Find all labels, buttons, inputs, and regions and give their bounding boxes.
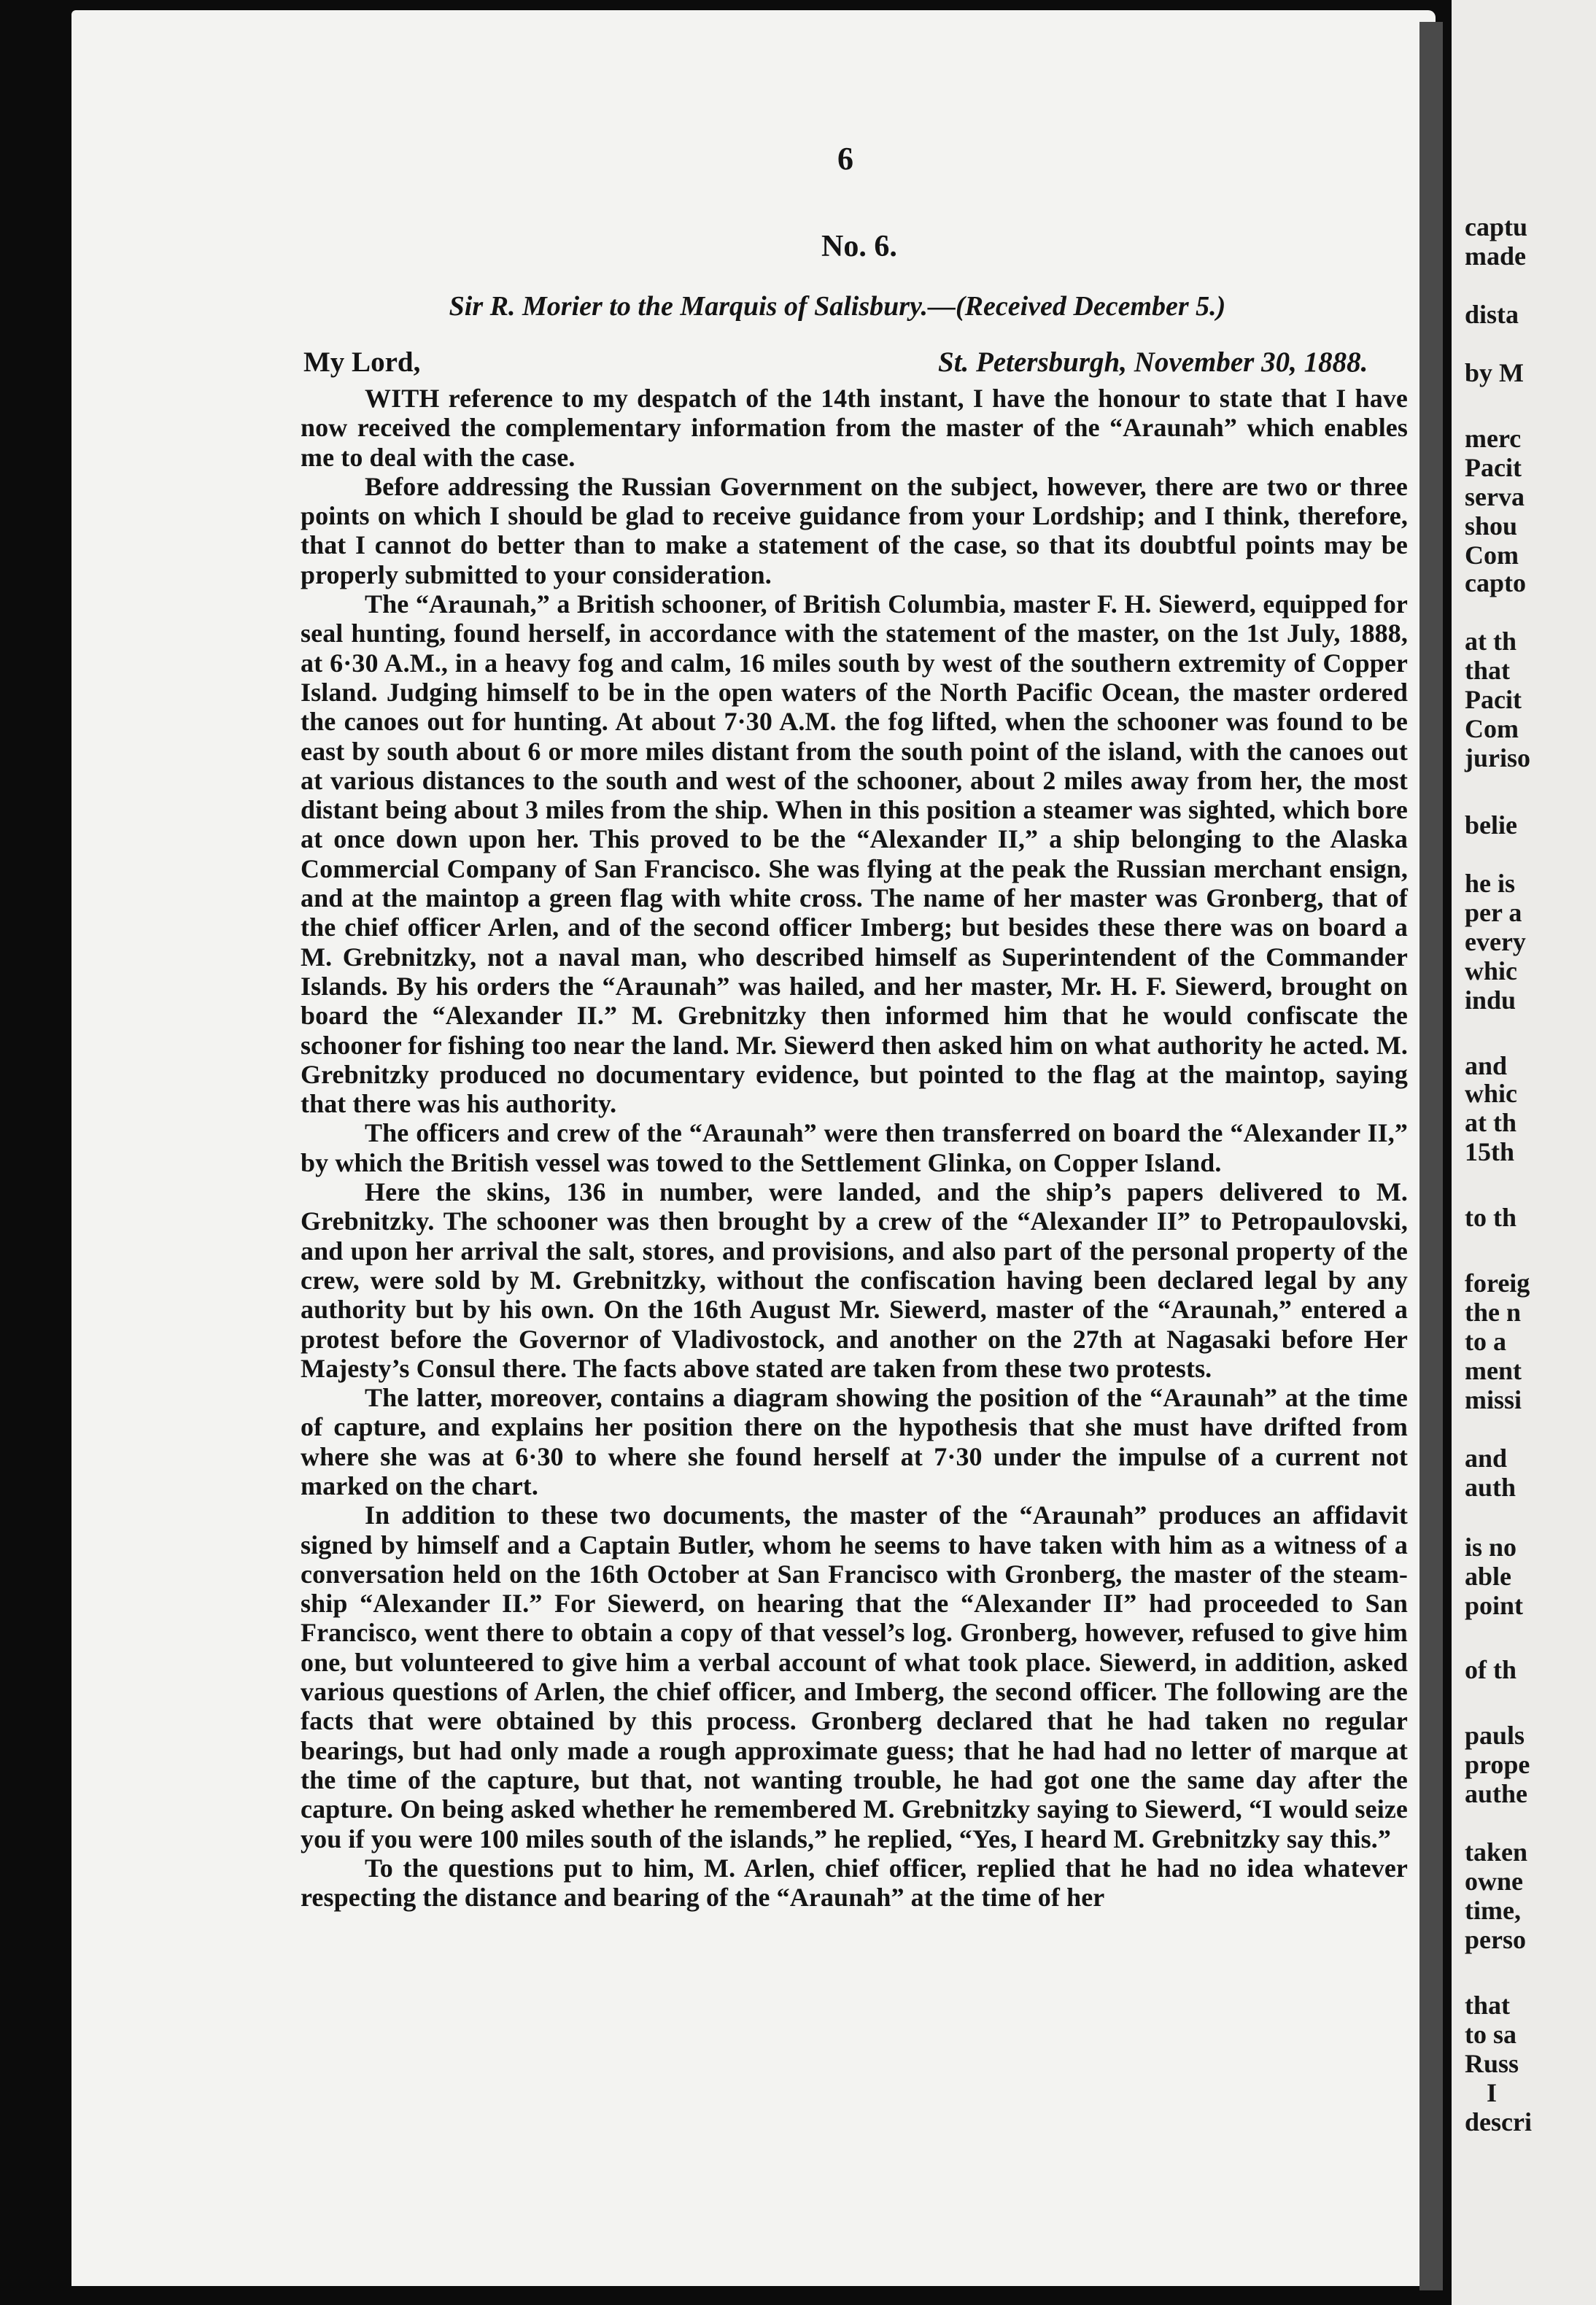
facing-line-fragment: merc (1465, 424, 1522, 453)
paragraph: Before addressing the Russian Government on the subject, however, there are two or three points on which I should be glad to receive guidance from your Lordship; and I think, therefore, that I cannot do better than to make a statement of the case, so that its doubtful points may be properly submitted to your consideration. (301, 471, 1408, 589)
facing-line-fragment: that (1465, 1991, 1510, 2020)
document-number: No. 6. (821, 230, 897, 263)
facing-line-fragment: at th (1465, 1108, 1516, 1137)
paragraph: Here the skins, 136 in number, were landed, and the ship’s papers delivered to M. Grebnitzky. The schooner was then brought by a crew of the “Alexander II” to Petropaulovski, and upon her arrival the salt, stores, and provisions, and also part of the personal property of the crew, were sold by M. Grebnitzky, without the confiscation having been declared legal by any authority but by his own. On the 16th August Mr. Siewerd, master of the “Araunah,” entered a protest before the Governor of Vladivostock, and another on the 27th at Nagasaki before Her Majesty’s Consul there. The facts above stated are taken from these two protests. (301, 1177, 1408, 1383)
facing-line-fragment: to a (1465, 1327, 1506, 1356)
letter-body (301, 384, 1408, 1912)
facing-line-fragment: 15th (1465, 1137, 1515, 1166)
facing-line-fragment: per a (1465, 898, 1522, 927)
document-page (71, 10, 1436, 2286)
facing-line-fragment: Com (1465, 541, 1519, 570)
facing-line-fragment: at th (1465, 627, 1516, 656)
salutation: My Lord, (303, 346, 421, 378)
facing-line-fragment: and (1465, 1444, 1508, 1473)
facing-line-fragment: Pacit (1465, 453, 1522, 482)
facing-line-fragment: that (1465, 656, 1510, 685)
facing-line-fragment: descri (1465, 2107, 1532, 2137)
facing-line-fragment: Russ (1465, 2049, 1519, 2078)
facing-line-fragment: auth (1465, 1473, 1516, 1502)
facing-line-fragment: every (1465, 927, 1526, 956)
facing-line-fragment: point (1465, 1591, 1524, 1620)
facing-line-fragment: and (1465, 1051, 1508, 1080)
facing-line-fragment: time, (1465, 1896, 1521, 1925)
facing-line-fragment: owne (1465, 1867, 1523, 1896)
facing-line-fragment: missi (1465, 1385, 1522, 1414)
facing-line-fragment: ment (1465, 1356, 1522, 1385)
facing-line-fragment: captu (1465, 212, 1528, 241)
paragraph: To the questions put to him, M. Arlen, chief officer, replied that he had no idea whatever respecting the distance and bearing of the “Araunah” at the time of her (301, 1853, 1408, 1913)
facing-line-fragment: of th (1465, 1655, 1516, 1684)
facing-line-fragment: shou (1465, 511, 1518, 541)
facing-line-fragment: whic (1465, 1079, 1517, 1108)
facing-line-fragment: taken (1465, 1837, 1528, 1867)
facing-line-fragment: made (1465, 241, 1526, 271)
facing-line-fragment: to th (1465, 1203, 1516, 1232)
dateline: St. Petersburgh, November 30, 1888. (938, 346, 1368, 378)
facing-line-fragment: by M (1465, 358, 1524, 387)
facing-line-fragment: authe (1465, 1779, 1528, 1808)
facing-line-fragment: belie (1465, 810, 1517, 840)
facing-line-fragment: I (1487, 2078, 1498, 2107)
facing-page-edge (1452, 0, 1596, 2305)
facing-line-fragment: able (1465, 1562, 1512, 1591)
facing-line-fragment: capto (1465, 568, 1526, 597)
paragraph: In addition to these two documents, the master of the “Araunah” produces an affidavit signed by himself and a Captain Butler, whom he seems to have taken with him as a witness of a conversation held on the 16th October at San Francisco with Gronberg, the master of the steam-ship “Alexander II.” For Siewerd, on hearing that the “Alexander II” had proceeded to San Francisco, went there to obtain a copy of that vessel’s log. Gronberg, however, refused to give him one, but volunteered to give him a verbal account of what took place. Siewerd, in addition, asked various questions of Arlen, the chief officer, and Imberg, the second officer. The following are the facts that were obtained by this process. Gronberg declared that he had taken no regular bearings, but had only made a rough approximate guess; that he had had no letter of marque at the time of the capture, but that, not wanting trouble, he had got one the same day after the capture. On being asked whether he remembered M. Grebnitzky saying to Siewerd, “I would seize you if you were 100 miles south of the islands,” he replied, “Yes, I heard M. Grebnitzky say this.” (301, 1500, 1408, 1853)
facing-line-fragment: Pacit (1465, 685, 1522, 714)
paragraph: The officers and crew of the “Araunah” were then transferred on board the “Alexander II,” by which the British vessel was towed to the Settlement Glinka, on Copper Island. (301, 1118, 1408, 1177)
paragraph: WITH reference to my despatch of the 14th instant, I have the honour to state that I have now received the complementary information from the master of the “Araunah” which enables me to deal with the case. (301, 384, 1408, 472)
facing-line-fragment: is no (1465, 1533, 1517, 1562)
facing-line-fragment: the n (1465, 1298, 1522, 1327)
facing-line-fragment: serva (1465, 482, 1525, 511)
facing-line-fragment: he is (1465, 869, 1516, 898)
facing-line-fragment: dista (1465, 300, 1519, 329)
facing-line-fragment: Com (1465, 714, 1519, 743)
facing-line-fragment: juriso (1465, 743, 1530, 772)
facing-line-fragment: whic (1465, 956, 1517, 985)
paragraph: The latter, moreover, contains a diagram showing the position of the “Araunah” at the time of capture, and explains her position there on the hypothesis that she must have drifted from where she was at 6·30 to where she found herself at 7·30 under the impulse of a current not marked on the chart. (301, 1383, 1408, 1500)
facing-line-fragment: pauls (1465, 1721, 1525, 1750)
facing-line-fragment: to sa (1465, 2020, 1516, 2049)
facing-line-fragment: indu (1465, 985, 1516, 1015)
page-number: 6 (837, 141, 853, 177)
paragraph: The “Araunah,” a British schooner, of British Columbia, master F. H. Siewerd, equipped for seal hunting, found herself, in accordance with the statement of the master, on the 1st July, 1888, at 6·30 A.M., in a heavy fog and calm, 16 miles south by west of the southern extremity of Copper Island. Judging himself to be in the open waters of the North Pacific Ocean, the master ordered the canoes out for hunting. At about 7·30 A.M. the fog lifted, when the schooner was found to be east by south about 6 or more miles distant from the south point of the island, with the canoes out at various distances to the south and west of the schooner, about 2 miles away from her, the most distant being about 3 miles from the ship. When in this position a steamer was sighted, which bore at once down upon her. This proved to be the “Alexander II,” a ship belonging to the Alaska Commercial Company of San Francisco. She was flying at the peak the Russian merchant ensign, and at the maintop a green flag with white cross. The name of her master was Gronberg, that of the chief officer Arlen, and of the second officer Imberg; but besides these there was on board a M. Grebnitzky, not a naval man, who described himself as Superintendent of the Commander Islands. By his orders the “Araunah” was hailed, and her master, Mr. H. F. Siewerd, brought on board the “Alexander II.” M. Grebnitzky then informed him that he would confiscate the schooner for fishing too near the land. Mr. Siewerd then asked him on what authority he acted. M. Grebnitzky produced no documentary evidence, but pointed to the flag at the maintop, saying that there was his authority. (301, 589, 1408, 1119)
letter-heading: Sir R. Morier to the Marquis of Salisbury.—(Received December 5.) (449, 291, 1226, 322)
facing-line-fragment: prope (1465, 1750, 1530, 1779)
facing-line-fragment: foreig (1465, 1268, 1530, 1298)
facing-line-fragment: perso (1465, 1925, 1526, 1954)
binding-gutter (1419, 22, 1443, 2290)
